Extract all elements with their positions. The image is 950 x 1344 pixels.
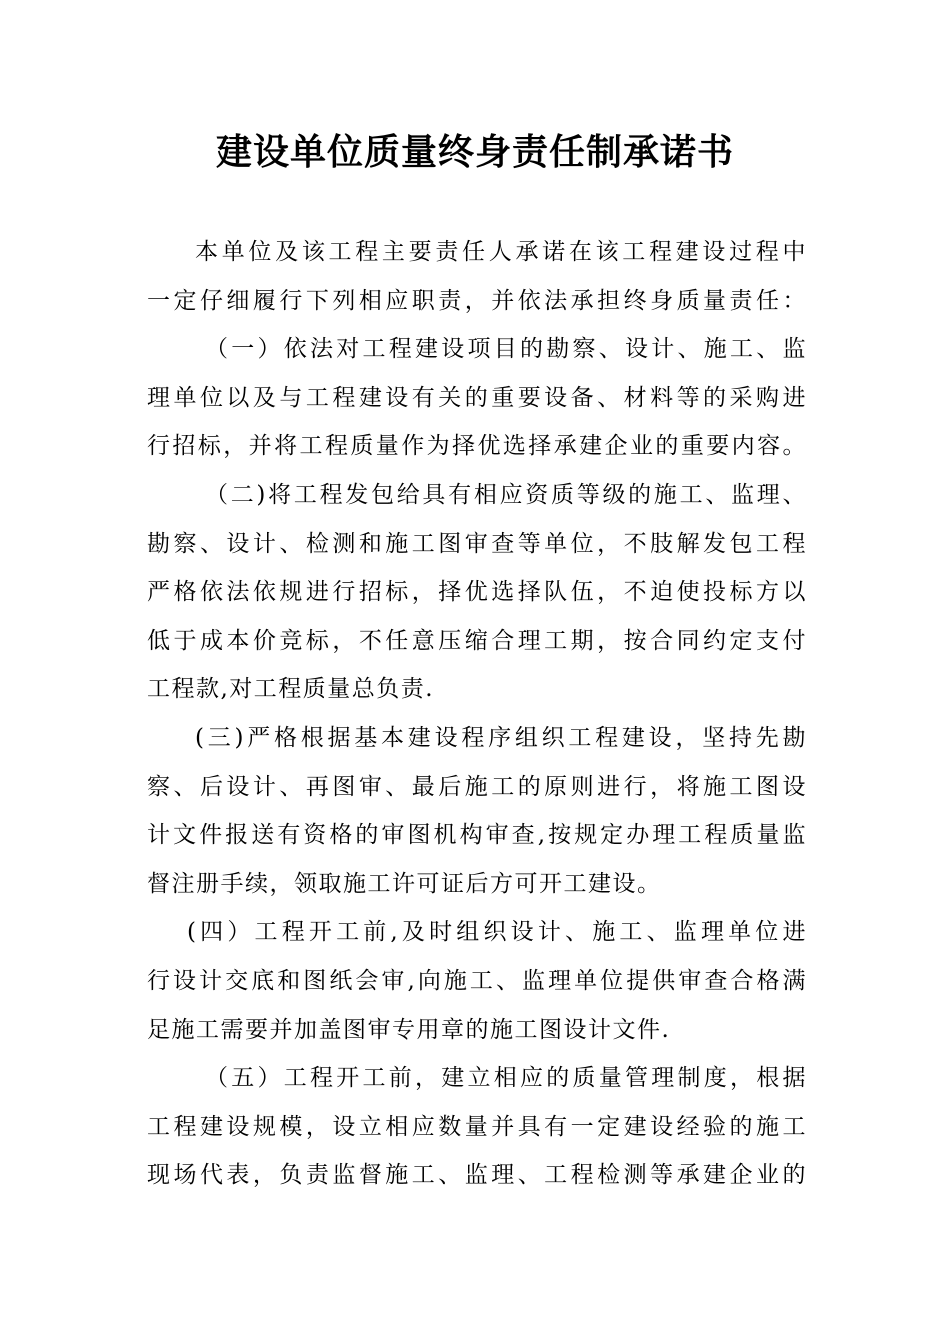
paragraph-line: (三)严格根据基本建设程序组织工程建设，坚持先勘 [195, 724, 807, 751]
paragraph-line: 本单位及该工程主要责任人承诺在该工程建设过程中 [195, 239, 807, 265]
paragraph-line: 足施工需要并加盖图审专用章的施工图设计文件. [147, 1016, 671, 1043]
paragraph-line: 理单位以及与工程建设有关的重要设备、材料等的采购进 [147, 384, 807, 411]
paragraph-line: 督注册手续，领取施工许可证后方可开工建设。 [147, 870, 662, 897]
paragraph-line: 行招标，并将工程质量作为择优选择承建企业的重要内容。 [147, 433, 807, 460]
paragraph-line: （五）工程开工前，建立相应的质量管理制度，根据 [205, 1065, 807, 1092]
paragraph-line: 工程建设规模，设立相应数量并具有一定建设经验的施工 [147, 1113, 807, 1140]
paragraph-line: 严格依法依规进行招标，择优选择队伍，不迫使投标方以 [147, 579, 807, 606]
paragraph-line: 计文件报送有资格的审图机构审查,按规定办理工程质量监 [147, 822, 807, 849]
paragraph-line: 低于成本价竞标，不任意压缩合理工期，按合同约定支付 [147, 627, 807, 654]
paragraph-line: （二)将工程发包给具有相应资质等级的施工、监理、 [205, 481, 807, 508]
paragraph-line: 一定仔细履行下列相应职责，并依法承担终身质量责任： [147, 287, 807, 314]
paragraph-line: 察、后设计、再图审、最后施工的原则进行，将施工图设 [147, 773, 807, 800]
paragraph-line: 工程款,对工程质量总负责. [147, 676, 435, 703]
paragraph-line: 现场代表，负责监督施工、监理、工程检测等承建企业的 [147, 1162, 807, 1189]
document-title: 建设单位质量终身责任制承诺书 [215, 131, 734, 173]
paragraph-line: （一）依法对工程建设项目的勘察、设计、施工、监 [205, 336, 807, 363]
paragraph-line: 勘察、设计、检测和施工图审查等单位，不肢解发包工程 [147, 530, 807, 557]
document-body [147, 228, 807, 1200]
paragraph-line: 行设计交底和图纸会审,向施工、监理单位提供审查合格满 [147, 967, 807, 994]
paragraph-line: (四）工程开工前,及时组织设计、施工、监理单位进 [187, 919, 807, 946]
